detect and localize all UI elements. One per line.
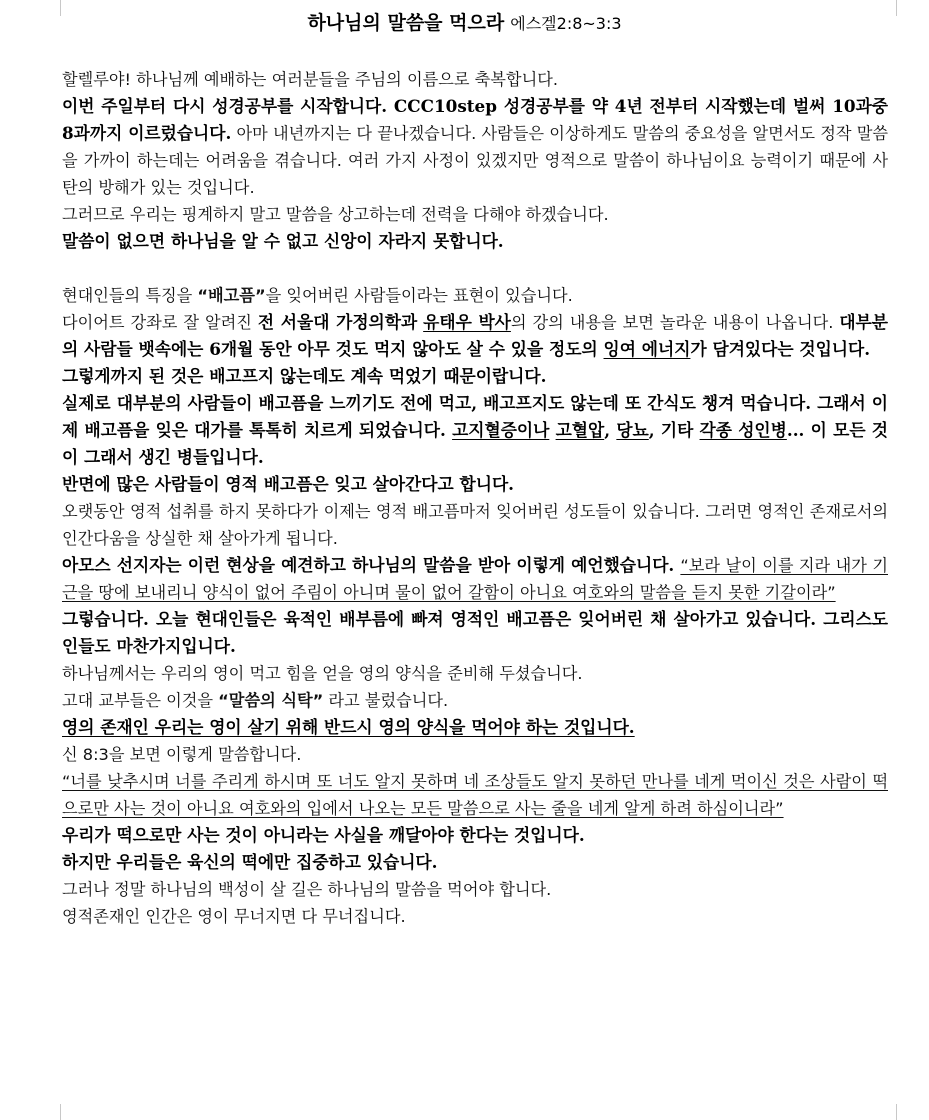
bold-text: , 기타 (648, 420, 700, 440)
page-corner-mark (896, 1104, 913, 1120)
paragraph (62, 849, 888, 876)
bold-text: 실제로 대부분의 사람들이 배고픔을 느끼기도 전에 먹고, 배고프지도 않는데 또 간식도 챙겨 먹습니다. 그래서 이제 배고픔을 잊은 대가를 톡톡히 치르게 되었습니다. (62, 393, 888, 440)
underlined-quote: “너를 낮추시며 너를 주리게 하시며 또 너도 알지 못하며 네 조상들도 알지 못하던 만나를 네게 먹이신 것은 사람이 떡으로만 사는 것이 아니요 여호와의 입에서 나오는 모든 말씀으로 사는 줄을 네게 알게 하려 하심이니라” (62, 772, 888, 818)
paragraph-text: 아마 내년까지는 다 끝나겠습니다. 사람들은 이상하게도 말씀의 중요성을 알면서도 정작 말씀을 가까이 하는데는 어려움을 겪습니다. 여러 가지 사정이 있겠지만 영적으로 말씀이 하나님이요 능력이기 때문에 사탄의 방해가 있는 것입니다. (62, 124, 888, 197)
bold-text: 우리가 떡으로만 사는 것이 아니라는 사실을 깨달아야 한다는 것입니다. (62, 825, 585, 845)
paragraph (62, 768, 888, 822)
bold-text: “말씀의 식탁” (218, 691, 324, 710)
blank-line (62, 255, 888, 282)
page-corner-mark (44, 0, 61, 16)
title-scripture-ref: 에스겔2:8~3:3 (510, 14, 622, 33)
underlined-text: 고지혈증이나 (452, 420, 550, 440)
page-corner-mark (44, 1104, 61, 1120)
bold-text: 대부분의 사람들 뱃속에는 6개월 동안 아무 것도 먹지 않아도 살 수 있을 정도의 (62, 312, 888, 359)
bold-text: 하지만 우리들은 육신의 떡에만 집중하고 있습니다. (62, 852, 438, 872)
paragraph (62, 606, 888, 660)
paragraph: 그러나 정말 하나님의 백성이 살 길은 하나님의 말씀을 먹어야 합니다. (62, 880, 552, 899)
underlined-text: 유태우 박사 (423, 312, 511, 332)
page-corner-mark (896, 0, 913, 16)
underlined-text: 영의 존재인 우리는 영이 살기 위해 반드시 영의 양식을 먹어야 하는 것입니다. (62, 717, 635, 737)
document-title (62, 10, 867, 37)
bold-text: 전 서울대 가정의학과 (257, 312, 418, 332)
bold-text: 이번 주일부터 다시 성경공부를 시작합니다. CCC10step 성경공부를 약 4년 전부터 시작했는데 벌써 10과중 8과까지 이르렀습니다. (62, 96, 888, 143)
bold-text: 반면에 많은 사람들이 영적 배고픔은 잊고 살아간다고 합니다. (62, 474, 515, 494)
paragraph-text: 다이어트 강좌로 잘 알려진 (62, 313, 258, 332)
paragraph (62, 309, 888, 363)
paragraph-text: 현대인들의 특징을 (62, 286, 198, 305)
paragraph-text: 의 강의 내용을 보면 놀라운 내용이 나옵니다. (510, 313, 840, 332)
bold-text: “배고픔” (197, 286, 266, 305)
paragraph (62, 471, 888, 498)
paragraph: 할렐루야! 하나님께 예배하는 여러분들을 주님의 이름으로 축복합니다. (62, 70, 558, 89)
bold-text: ... 이 모든 것이 그래서 생긴 병들입니다. (62, 420, 888, 467)
underlined-text: 잉여 에너지 (603, 339, 691, 359)
bold-text: 가 담겨있다는 것입니다. (690, 339, 871, 359)
paragraph (62, 714, 888, 741)
underlined-text: 각종 성인병 (699, 420, 787, 440)
bold-text: 그렇게까지 된 것은 배고프지 않는데도 계속 먹었기 때문이랍니다. (62, 366, 547, 386)
paragraph: 신 8:3을 보면 이렇게 말씀합니다. (62, 745, 302, 764)
document-body (62, 66, 888, 930)
paragraph (62, 552, 888, 606)
paragraph (62, 822, 888, 849)
paragraph-text: 을 잊어버린 사람들이라는 표현이 있습니다. (265, 286, 573, 305)
paragraph: 오랫동안 영적 섭취를 하지 못하다가 이제는 영적 배고픔마저 잊어버린 성도들이 있습니다. 그러면 영적인 존재로서의 인간다움을 상실한 채 살아가게 됩니다. (62, 502, 888, 548)
paragraph: 영적존재인 인간은 영이 무너지면 다 무너집니다. (62, 907, 406, 926)
bold-text: 말씀이 없으면 하나님을 알 수 없고 신앙이 자라지 못합니다. (62, 231, 504, 251)
bold-text: , (604, 420, 617, 440)
paragraph (62, 282, 888, 309)
paragraph-text: 라고 불렀습니다. (323, 691, 449, 710)
paragraph: 하나님께서는 우리의 영이 먹고 힘을 얻을 영의 양식을 준비해 두셨습니다. (62, 664, 583, 683)
paragraph: 그러므로 우리는 핑계하지 말고 말씀을 상고하는데 전력을 다해야 하겠습니다. (62, 205, 609, 224)
paragraph (62, 390, 888, 471)
paragraph (62, 363, 888, 390)
paragraph-text: 고대 교부들은 이것을 (62, 691, 219, 710)
title-main: 하나님의 말씀을 먹으라 (307, 12, 505, 34)
underlined-text: 당뇨 (616, 420, 649, 440)
paragraph (62, 93, 888, 201)
bold-text: 그렇습니다. 오늘 현대인들은 육적인 배부름에 빠져 영적인 배고픔은 잊어버린 채 살아가고 있습니다. 그리스도인들도 마찬가지입니다. (62, 609, 888, 656)
paragraph (62, 228, 888, 255)
underlined-quote: “보라 날이 이를 지라 내가 기근을 땅에 보내리니 양식이 없어 주림이 아니며 물이 없어 갈함이 아니요 여호와의 말씀을 듣지 못한 기갈이라” (62, 556, 888, 602)
underlined-text: 고혈압 (555, 420, 605, 440)
paragraph (62, 687, 888, 714)
bold-text: 아모스 선지자는 이런 현상을 예견하고 하나님의 말씀을 받아 이렇게 예언했습니다. (62, 555, 681, 575)
